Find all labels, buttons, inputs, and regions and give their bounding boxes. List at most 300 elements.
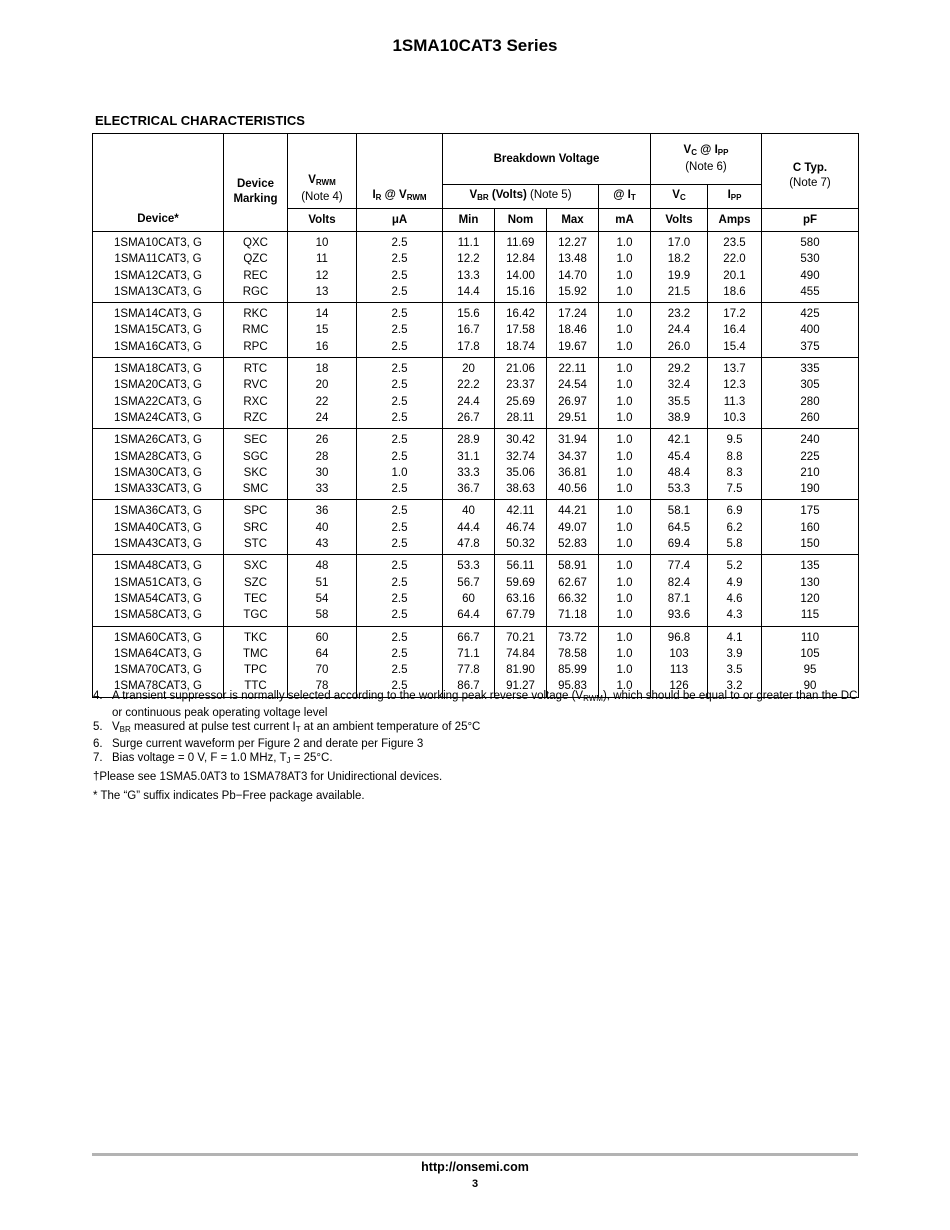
vrwm-subscript: RWM	[315, 178, 336, 187]
min-value: 12.2	[457, 253, 480, 266]
cell-max	[547, 500, 599, 555]
vc-value: 38.9	[667, 411, 691, 424]
marking-value: RTC	[243, 363, 268, 376]
unit-max: Max	[547, 209, 599, 232]
vrwm-value: 51	[315, 576, 329, 589]
vc-ipp-header	[651, 134, 762, 185]
max-value: 24.54	[558, 379, 587, 392]
ipp-symbol: I	[727, 189, 731, 201]
cell-nom	[495, 429, 547, 500]
cell-min	[443, 500, 495, 555]
vc-value: 17.0	[667, 237, 691, 249]
cell-vrwm	[288, 626, 357, 697]
table-body	[93, 232, 859, 698]
cell-it	[599, 429, 651, 500]
cell-vrwm	[288, 429, 357, 500]
cell-vc	[651, 429, 708, 500]
cell-vrwm	[288, 232, 357, 303]
note-4-text	[112, 689, 863, 720]
max-value: 15.92	[558, 285, 587, 298]
table-row-group	[93, 500, 859, 555]
table-row-group	[93, 303, 859, 358]
marking-value: TPC	[244, 664, 267, 677]
marking-value: REC	[243, 269, 268, 282]
marking-value: QXC	[243, 237, 268, 249]
min-value: 53.3	[457, 560, 480, 573]
vrwm-header	[288, 134, 357, 209]
ipp-value: 11.3	[723, 395, 746, 408]
footer-divider	[92, 1153, 858, 1156]
it-value: 1.0	[616, 363, 633, 376]
nom-value: 56.11	[506, 560, 535, 573]
vc-value: 87.1	[667, 592, 691, 605]
vc-ipp-note: (Note 6)	[685, 161, 727, 173]
vrwm-value: 14	[315, 308, 329, 321]
cell-c	[762, 303, 859, 358]
min-value: 71.1	[457, 647, 480, 660]
cell-min	[443, 303, 495, 358]
nom-value: 35.06	[506, 466, 535, 479]
device-value: 1SMA48CAT3, G	[114, 560, 202, 573]
cell-it	[599, 358, 651, 429]
device-value: 1SMA11CAT3, G	[114, 253, 202, 266]
ir-value: 2.5	[391, 237, 408, 249]
marking-value: STC	[244, 538, 267, 551]
vc-value: 48.4	[667, 466, 691, 479]
max-value: 36.81	[558, 466, 587, 479]
cell-vrwm	[288, 555, 357, 626]
ir-header	[357, 134, 443, 209]
ipp-value: 7.5	[726, 483, 743, 496]
cell-min	[443, 429, 495, 500]
c-value: 400	[800, 324, 820, 337]
vrwm-value: 15	[315, 324, 329, 337]
vrwm-value: 30	[315, 466, 329, 479]
device-value: 1SMA10CAT3, G	[114, 237, 202, 249]
max-value: 22.11	[558, 363, 587, 376]
section-title: ELECTRICAL CHARACTERISTICS	[95, 113, 305, 128]
min-value: 26.7	[457, 411, 480, 424]
it-value: 1.0	[616, 647, 633, 660]
min-value: 33.3	[457, 466, 480, 479]
vrwm-value: 70	[315, 664, 329, 677]
cell-device	[93, 500, 224, 555]
ipp-value: 6.2	[726, 521, 743, 534]
device-value: 1SMA60CAT3, G	[114, 631, 202, 644]
vc-value: 29.2	[667, 363, 691, 376]
cell-ipp	[708, 626, 762, 697]
table-row-group	[93, 626, 859, 697]
cell-ipp	[708, 358, 762, 429]
cell-ir	[357, 626, 443, 697]
nom-value: 25.69	[506, 395, 535, 408]
ipp-value: 5.8	[726, 538, 743, 551]
vrwm-value: 58	[315, 609, 329, 622]
c-value: 110	[800, 631, 820, 644]
marking-value: SRC	[243, 521, 268, 534]
device-value: 1SMA14CAT3, G	[114, 308, 202, 321]
device-value: 1SMA70CAT3, G	[114, 664, 202, 677]
cell-nom	[495, 500, 547, 555]
note-6	[93, 737, 863, 751]
c-value: 425	[800, 308, 820, 321]
vc-ipp-isub: PP	[717, 148, 729, 157]
device-value: 1SMA36CAT3, G	[114, 505, 202, 518]
c-value: 135	[800, 560, 820, 573]
vrwm-value: 22	[315, 395, 329, 408]
cell-ipp	[708, 303, 762, 358]
ir-value: 2.5	[391, 379, 408, 392]
device-marking-header	[224, 134, 288, 209]
cell-nom	[495, 626, 547, 697]
vrwm-value: 33	[315, 483, 329, 496]
ipp-value: 3.9	[726, 647, 743, 660]
ipp-value: 20.1	[723, 269, 746, 282]
it-value: 1.0	[616, 253, 633, 266]
table-row-group	[93, 232, 859, 303]
min-value: 14.4	[457, 285, 480, 298]
notes	[93, 689, 863, 803]
vrwm-value: 13	[315, 285, 329, 298]
pb-free-note: * The “G” suffix indicates Pb−Free package available.	[93, 790, 365, 802]
marking-value: SGC	[243, 450, 268, 463]
cell-it	[599, 500, 651, 555]
nom-value: 28.11	[506, 411, 535, 424]
unidirectional-note: †Please see 1SMA5.0AT3 to 1SMA78AT3 for Unidirectional devices.	[93, 771, 443, 783]
ir-value: 2.5	[391, 576, 408, 589]
vc-value: 82.4	[667, 576, 691, 589]
vc-value: 93.6	[667, 609, 691, 622]
ipp-value: 15.4	[723, 340, 746, 353]
cell-nom	[495, 303, 547, 358]
note-4-number: 4.	[93, 690, 103, 702]
ipp-value: 10.3	[723, 411, 746, 424]
unit-min: Min	[443, 209, 495, 232]
note-5-number: 5.	[93, 721, 103, 733]
cell-vc	[651, 626, 708, 697]
device-column-header: Device*	[93, 209, 224, 232]
table-row-group	[93, 555, 859, 626]
nom-value: 59.69	[506, 576, 535, 589]
device-value: 1SMA64CAT3, G	[114, 647, 202, 660]
vrwm-value: 64	[315, 647, 329, 660]
vrwm-value: 26	[315, 434, 329, 447]
device-value: 1SMA51CAT3, G	[114, 576, 202, 589]
cell-min	[443, 358, 495, 429]
device-marking-label-1: Device	[236, 177, 275, 190]
page-number: 3	[471, 1178, 479, 1190]
note-5-part-c: at an ambient temperature of 25°C	[300, 721, 481, 733]
vrwm-value: 24	[315, 411, 329, 424]
ipp-value: 4.1	[726, 631, 743, 644]
vrwm-value: 54	[315, 592, 329, 605]
nom-value: 63.16	[506, 592, 535, 605]
vc-value: 113	[669, 664, 689, 677]
it-value: 1.0	[616, 237, 633, 249]
vc-value: 21.5	[667, 285, 691, 298]
it-value: 1.0	[616, 466, 633, 479]
cell-max	[547, 303, 599, 358]
it-value: 1.0	[616, 324, 633, 337]
ir-subscript-2: RWM	[406, 193, 427, 202]
min-value: 77.8	[457, 664, 480, 677]
nom-value: 70.21	[506, 631, 535, 644]
ipp-value: 6.9	[726, 505, 743, 518]
ir-value: 2.5	[391, 434, 408, 447]
note-7-subscript: J	[286, 756, 291, 765]
ipp-value: 8.3	[726, 466, 743, 479]
nom-value: 15.16	[506, 285, 535, 298]
ir-subscript: R	[375, 193, 382, 202]
device-value: 1SMA28CAT3, G	[114, 450, 202, 463]
vc-value: 58.1	[667, 505, 691, 518]
unit-ipp: Amps	[708, 209, 762, 232]
vc-value: 53.3	[667, 483, 691, 496]
marking-value: SPC	[243, 505, 268, 518]
ipp-value: 9.5	[726, 434, 743, 447]
device-value: 1SMA43CAT3, G	[114, 538, 202, 551]
ctyp-label: C Typ.	[792, 162, 828, 174]
unit-ir: μA	[357, 209, 443, 232]
cell-vc	[651, 555, 708, 626]
cell-vc	[651, 358, 708, 429]
ipp-value: 18.6	[723, 285, 746, 298]
nom-value: 30.42	[506, 434, 535, 447]
device-value: 1SMA15CAT3, G	[114, 324, 202, 337]
ir-value: 2.5	[391, 521, 408, 534]
max-value: 71.18	[558, 609, 587, 622]
cell-ir	[357, 358, 443, 429]
it-value: 1.0	[616, 308, 633, 321]
device-value: 1SMA20CAT3, G	[114, 379, 202, 392]
cell-ir	[357, 429, 443, 500]
ir-value: 2.5	[391, 609, 408, 622]
ir-value: 2.5	[391, 340, 408, 353]
max-value: 31.94	[558, 434, 587, 447]
max-value: 49.07	[558, 521, 587, 534]
vc-value: 126	[669, 680, 689, 693]
nom-value: 21.06	[506, 363, 535, 376]
ipp-value: 8.8	[726, 450, 743, 463]
ir-at: @ V	[381, 189, 407, 201]
cell-it	[599, 303, 651, 358]
ipp-value: 23.5	[723, 237, 746, 249]
cell-c	[762, 555, 859, 626]
ipp-value: 12.3	[723, 379, 746, 392]
marking-value: RKC	[243, 308, 268, 321]
note-7-number: 7.	[93, 752, 103, 764]
marking-value: TKC	[244, 631, 267, 644]
max-value: 85.99	[558, 664, 587, 677]
cell-min	[443, 555, 495, 626]
note-5-subscript-2: T	[295, 725, 301, 734]
cell-ir	[357, 555, 443, 626]
ir-value: 2.5	[391, 631, 408, 644]
vrwm-value: 18	[315, 363, 329, 376]
it-at: @ I	[613, 189, 631, 201]
vrwm-value: 43	[315, 538, 329, 551]
vrwm-value: 40	[315, 521, 329, 534]
it-header	[599, 185, 651, 209]
table-row-group	[93, 429, 859, 500]
device-value: 1SMA78CAT3, G	[114, 680, 202, 693]
device-value: 1SMA12CAT3, G	[114, 269, 202, 282]
vbr-volts: (Volts)	[488, 189, 527, 201]
cell-marking	[224, 500, 288, 555]
ipp-value: 5.2	[726, 560, 743, 573]
vrwm-value: 12	[315, 269, 329, 282]
vrwm-value: 16	[315, 340, 329, 353]
cell-it	[599, 232, 651, 303]
cell-min	[443, 626, 495, 697]
device-value: 1SMA16CAT3, G	[114, 340, 202, 353]
vc-header	[651, 185, 708, 209]
cell-device	[93, 555, 224, 626]
it-value: 1.0	[616, 379, 633, 392]
marking-value: TEC	[244, 592, 267, 605]
cell-marking	[224, 429, 288, 500]
nom-value: 91.27	[506, 680, 535, 693]
vbr-note: (Note 5)	[526, 189, 572, 201]
note-6-number: 6.	[93, 738, 103, 750]
note-7-part-b: = 25°C.	[290, 752, 333, 764]
ir-value: 2.5	[391, 592, 408, 605]
max-value: 95.83	[558, 680, 587, 693]
c-value: 115	[800, 609, 820, 622]
min-value: 60	[462, 592, 475, 605]
cell-ipp	[708, 232, 762, 303]
c-value: 260	[800, 411, 820, 424]
vc-value: 96.8	[667, 631, 691, 644]
vbr-header	[443, 185, 599, 209]
marking-value: TMC	[243, 647, 268, 660]
cell-vrwm	[288, 500, 357, 555]
device-value: 1SMA18CAT3, G	[114, 363, 202, 376]
cell-ir	[357, 232, 443, 303]
min-value: 86.7	[457, 680, 480, 693]
vrwm-value: 10	[315, 237, 329, 249]
cell-max	[547, 232, 599, 303]
it-value: 1.0	[616, 592, 633, 605]
marking-unit-cell	[224, 209, 288, 232]
it-value: 1.0	[616, 285, 633, 298]
vc-value: 19.9	[667, 269, 691, 282]
marking-value: TGC	[243, 609, 268, 622]
marking-value: RPC	[243, 340, 268, 353]
vc-value: 103	[669, 647, 689, 660]
unit-c: pF	[762, 209, 859, 232]
marking-value: SEC	[243, 434, 268, 447]
ir-value: 2.5	[391, 560, 408, 573]
page-title: 1SMA10CAT3 Series	[392, 36, 558, 55]
it-value: 1.0	[616, 576, 633, 589]
device-value: 1SMA33CAT3, G	[114, 483, 202, 496]
vc-value: 64.5	[667, 521, 691, 534]
c-value: 240	[800, 434, 820, 447]
marking-value: RMC	[242, 324, 269, 337]
cell-vc	[651, 500, 708, 555]
table-row-group	[93, 358, 859, 429]
ipp-value: 13.7	[723, 363, 746, 376]
ipp-value: 3.5	[726, 664, 743, 677]
vc-ipp-vsub: C	[691, 148, 697, 157]
cell-device	[93, 358, 224, 429]
vc-value: 23.2	[667, 308, 691, 321]
max-value: 26.97	[558, 395, 587, 408]
min-value: 11.1	[457, 237, 480, 249]
min-value: 44.4	[457, 521, 480, 534]
vc-symbol: V	[672, 189, 680, 201]
max-value: 29.51	[558, 411, 587, 424]
note-4-part-a: A transient suppressor is normally selected according to the working peak reverse voltage (V	[112, 690, 584, 702]
ir-value: 2.5	[391, 680, 408, 693]
device-header-top	[93, 134, 224, 209]
c-value: 150	[800, 538, 820, 551]
cell-c	[762, 500, 859, 555]
cell-c	[762, 232, 859, 303]
note-5-part-a: V	[112, 721, 120, 733]
vc-value: 24.4	[667, 324, 691, 337]
marking-value: RXC	[243, 395, 268, 408]
note-5-subscript: BR	[119, 725, 131, 734]
cell-max	[547, 555, 599, 626]
ir-value: 2.5	[391, 483, 408, 496]
min-value: 66.7	[457, 631, 480, 644]
it-subscript: T	[630, 193, 636, 202]
marking-value: RVC	[243, 379, 268, 392]
note-7	[93, 751, 863, 768]
device-value: 1SMA54CAT3, G	[114, 592, 202, 605]
device-value: 1SMA26CAT3, G	[114, 434, 202, 447]
note-5	[93, 720, 863, 737]
c-value: 225	[800, 450, 820, 463]
it-value: 1.0	[616, 521, 633, 534]
vc-ipp-v: V	[683, 144, 692, 156]
nom-value: 67.79	[506, 609, 535, 622]
marking-value: QZC	[243, 253, 268, 266]
cell-nom	[495, 555, 547, 626]
vc-value: 32.4	[667, 379, 691, 392]
note-5-text	[112, 720, 863, 737]
marking-value: SXC	[243, 560, 268, 573]
max-value: 17.24	[558, 308, 587, 321]
note-4	[93, 689, 863, 720]
cell-ir	[357, 500, 443, 555]
cell-nom	[495, 358, 547, 429]
nom-value: 18.74	[506, 340, 535, 353]
c-value: 90	[803, 680, 817, 693]
nom-value: 74.84	[506, 647, 535, 660]
vrwm-value: 11	[316, 253, 328, 266]
cell-c	[762, 626, 859, 697]
it-value: 1.0	[616, 340, 633, 353]
vc-value: 69.4	[667, 538, 691, 551]
ir-value: 1.0	[391, 466, 408, 479]
min-value: 47.8	[457, 538, 480, 551]
nom-value: 23.37	[506, 379, 535, 392]
vrwm-note: (Note 4)	[301, 191, 343, 203]
nom-value: 14.00	[506, 269, 535, 282]
min-value: 22.2	[457, 379, 480, 392]
max-value: 66.32	[558, 592, 587, 605]
max-value: 73.72	[558, 631, 587, 644]
cell-max	[547, 429, 599, 500]
cell-vc	[651, 303, 708, 358]
cell-max	[547, 358, 599, 429]
it-value: 1.0	[616, 269, 633, 282]
ipp-header	[708, 185, 762, 209]
max-value: 40.56	[558, 483, 587, 496]
